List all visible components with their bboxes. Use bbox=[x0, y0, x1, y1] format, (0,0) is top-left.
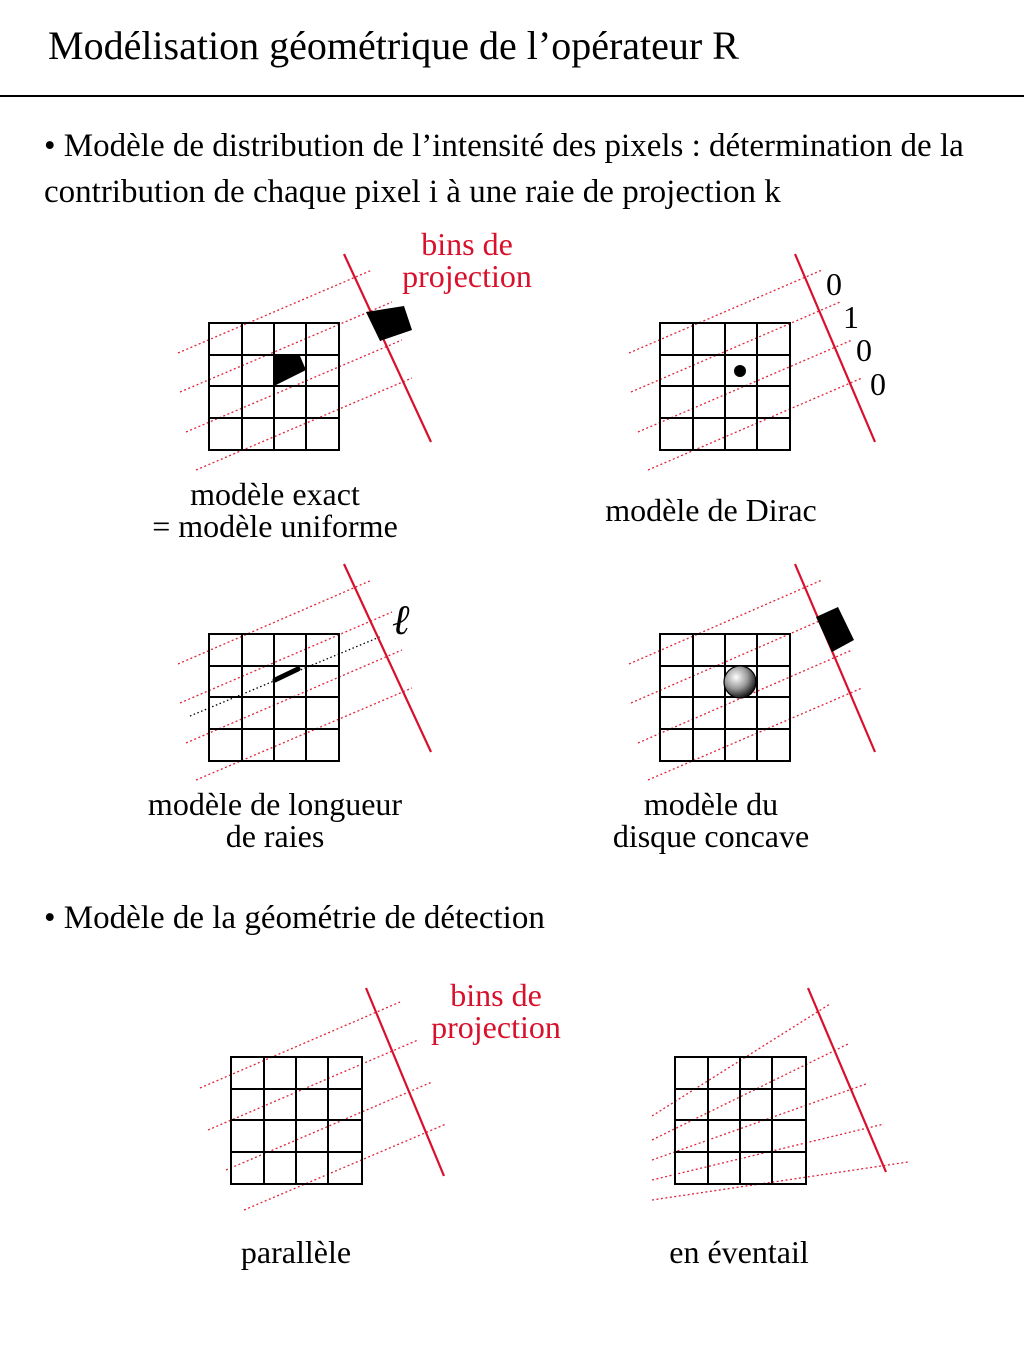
figure-parallel-geometry bbox=[200, 988, 446, 1210]
ray-lines bbox=[178, 580, 412, 780]
pixel-grid bbox=[660, 634, 790, 761]
caption-dirac-line1: modèle de Dirac bbox=[605, 492, 817, 528]
dirac-value-2: 0 bbox=[856, 332, 872, 368]
ray-lines bbox=[200, 1002, 446, 1210]
caption-parallel: parallèle bbox=[240, 1234, 352, 1270]
figure-disk-model bbox=[629, 564, 875, 780]
ray-length-symbol: ℓ bbox=[392, 598, 410, 644]
ray-segment-in-pixel bbox=[275, 669, 298, 680]
pixel-grid bbox=[675, 1057, 806, 1184]
caption-exact-line1: modèle exact bbox=[190, 476, 360, 512]
dirac-value-0: 0 bbox=[826, 266, 842, 302]
figure-exact-model bbox=[178, 254, 431, 470]
page-title: Modélisation géométrique de l’opérateur R bbox=[48, 23, 739, 68]
caption-exact-line2: = modèle uniforme bbox=[152, 508, 398, 544]
bins-label-line2: projection bbox=[402, 258, 532, 294]
figure-length-model bbox=[178, 564, 431, 780]
bins-label-line1: bins de bbox=[421, 226, 513, 262]
detector-line bbox=[795, 564, 875, 752]
bins-label-2-line2: projection bbox=[431, 1009, 561, 1045]
disk-sphere bbox=[724, 666, 756, 698]
detector-line bbox=[344, 564, 431, 752]
pixel-grid bbox=[660, 323, 790, 450]
dirac-point bbox=[734, 365, 746, 377]
pixel-grid bbox=[231, 1057, 362, 1184]
caption-length-line2: de raies bbox=[225, 818, 325, 854]
caption-disk-line2: disque concave bbox=[612, 818, 810, 854]
dirac-value-1: 1 bbox=[843, 299, 859, 335]
pixel-grid bbox=[209, 634, 339, 761]
detector-line bbox=[808, 988, 886, 1172]
dirac-value-3: 0 bbox=[870, 366, 886, 402]
ray-lines bbox=[652, 1004, 908, 1200]
caption-disk-line1: modèle du bbox=[643, 786, 779, 822]
detector-line bbox=[344, 254, 431, 442]
caption-fan: en éventail bbox=[669, 1234, 809, 1270]
figure-dirac-model bbox=[629, 254, 875, 470]
pixel-intersection bbox=[274, 356, 306, 386]
bins-label-2-line1: bins de bbox=[450, 977, 542, 1013]
pixel-grid bbox=[209, 323, 339, 450]
detector-line bbox=[366, 988, 444, 1176]
caption-length-line1: modèle de longueur bbox=[147, 786, 403, 822]
bullet-pixel-intensity-model: • Modèle de distribution de l’intensité des pixels : détermination de la contribution de chaque pixel i à une raie de projection k bbox=[44, 128, 964, 210]
bullet-detection-geometry: • Modèle de la géométrie de détection bbox=[44, 900, 545, 936]
detector-line bbox=[795, 254, 875, 442]
bin-contribution bbox=[366, 306, 412, 341]
figure-fan-geometry bbox=[652, 988, 908, 1200]
